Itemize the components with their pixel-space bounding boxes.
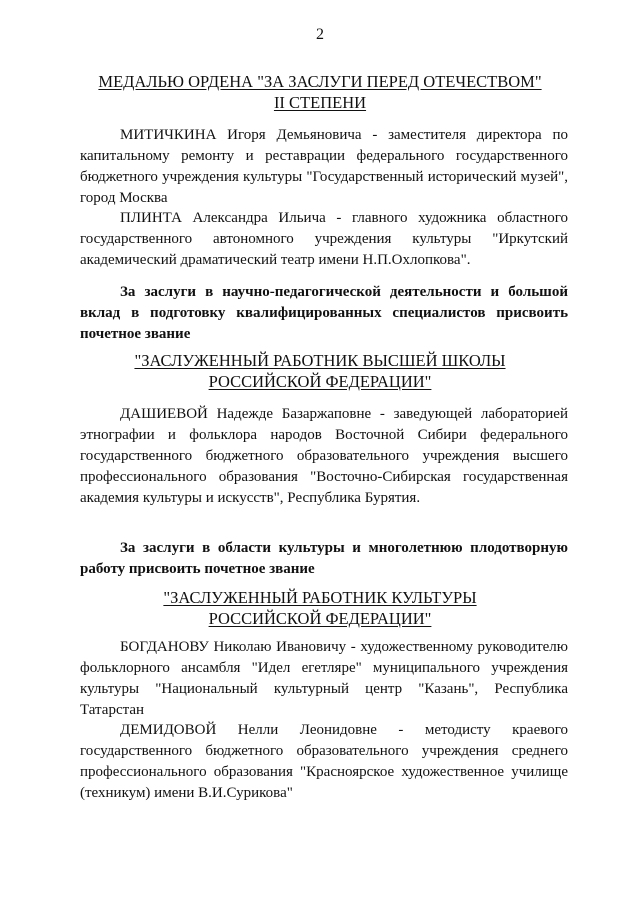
awardee-surname: БОГДАНОВУ bbox=[120, 639, 209, 655]
award-entry bbox=[80, 125, 568, 209]
award-title-culture bbox=[0, 587, 640, 629]
page-number: 2 bbox=[316, 26, 324, 43]
award-title-line-2: II СТЕПЕНИ bbox=[273, 93, 367, 112]
award-title-line-1: МЕДАЛЬЮ ОРДЕНА "ЗА ЗАСЛУГИ ПЕРЕД ОТЕЧЕСТВОМ" bbox=[98, 72, 542, 91]
awardee-details: Николаю Ивановичу - художественному руководителю фольклорного ансамбля "Идел егетляре" муниципального учреждения культуры "Национальный культурный центр "Казань", Республика Татарстан bbox=[80, 639, 568, 718]
awardee-surname: ДАШИЕВОЙ bbox=[120, 406, 208, 422]
award-title-line-1: "ЗАСЛУЖЕННЫЙ РАБОТНИК КУЛЬТУРЫ bbox=[163, 588, 477, 607]
awardee-surname: МИТИЧКИНА bbox=[120, 127, 217, 143]
awardee-details: Нелли Леонидовне - методисту краевого государственного бюджетного образовательного учреждения среднего профессионального образования "Красноярское художественное училище (техникум) имени В.И.Сурикова" bbox=[80, 722, 568, 801]
award-title-line-2: РОССИЙСКОЙ ФЕДЕРАЦИИ" bbox=[208, 609, 432, 628]
award-title-higher-school bbox=[0, 350, 640, 392]
award-title-line-2: РОССИЙСКОЙ ФЕДЕРАЦИИ" bbox=[208, 372, 432, 391]
awardee-surname: ДЕМИДОВОЙ bbox=[120, 722, 217, 738]
awardee-details: Надежде Базаржаповне - заведующей лабораторией этнографии и фольклора народов Восточной Сибири федерального государственного бюджетного образовательного учреждения высшего профессионального образования "Восточно-Сибирская государственная академия культуры и искусств", Республика Бурятия. bbox=[80, 406, 568, 506]
awardee-details: Александра Ильича - главного художника областного государственного автономного учреждения культуры "Иркутский академический драматический театр имени Н.П.Охлопкова". bbox=[80, 210, 568, 268]
award-entry bbox=[80, 720, 568, 804]
award-entry bbox=[80, 208, 568, 271]
award-title-medal bbox=[0, 71, 640, 113]
award-entry bbox=[80, 637, 568, 721]
awardee-surname: ПЛИНТА bbox=[120, 210, 182, 226]
award-entry bbox=[80, 404, 568, 509]
decree-paragraph-culture: За заслуги в области культуры и многолетнюю плодотворную работу присвоить почетное звание bbox=[80, 540, 568, 577]
awardee-details: Игоря Демьяновича - заместителя директора по капитальному ремонту и реставрации федерального государственного бюджетного учреждения культуры "Государственный исторический музей", город Москва bbox=[80, 127, 568, 206]
decree-paragraph-education: За заслуги в научно-педагогической деятельности и большой вклад в подготовку квалифицированных специалистов присвоить почетное звание bbox=[80, 284, 568, 342]
award-title-line-1: "ЗАСЛУЖЕННЫЙ РАБОТНИК ВЫСШЕЙ ШКОЛЫ bbox=[134, 351, 506, 370]
